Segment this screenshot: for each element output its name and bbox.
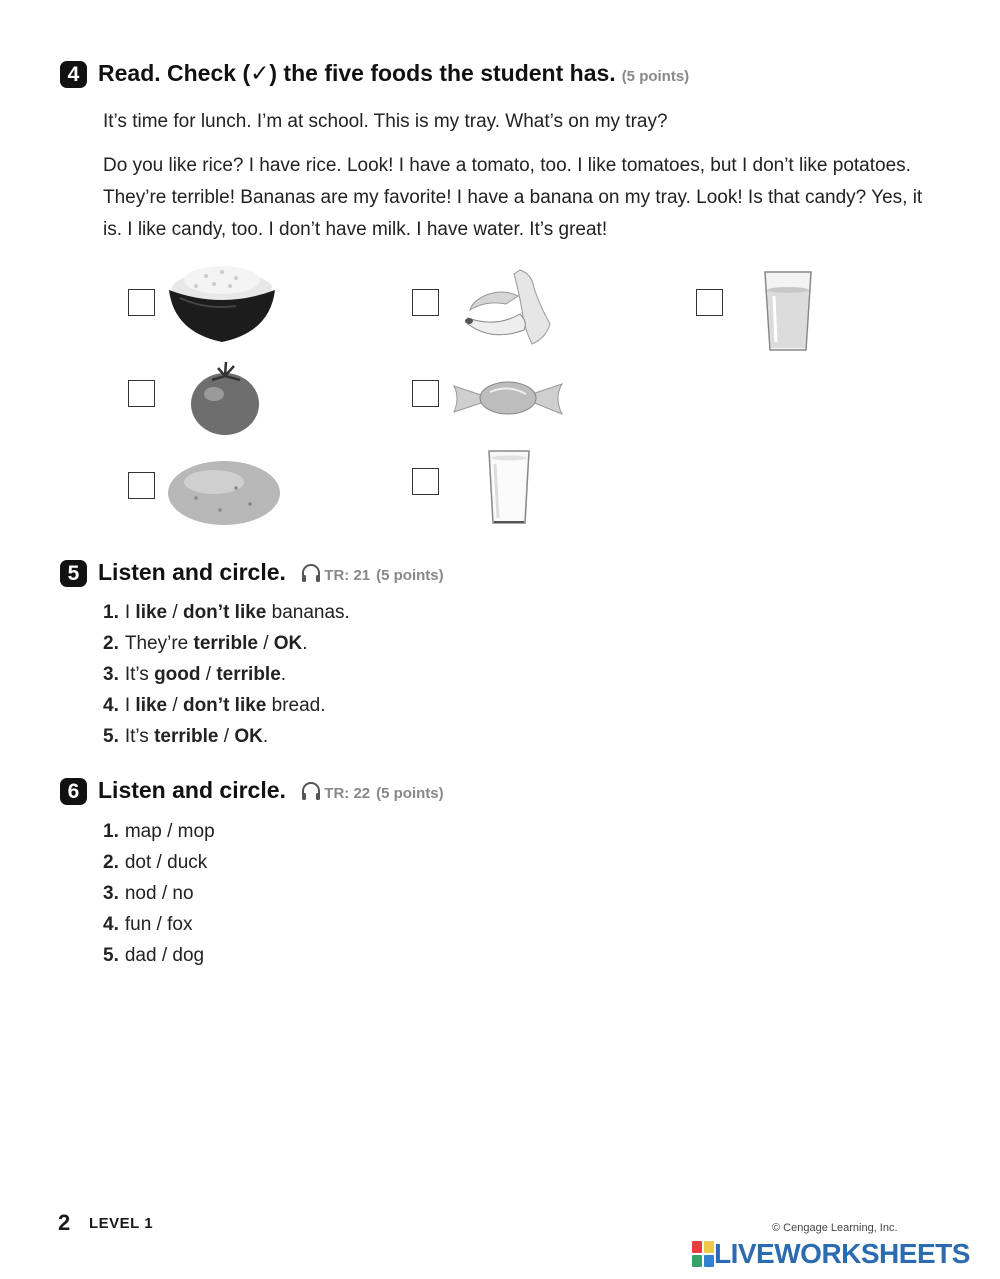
checkbox-rice[interactable] xyxy=(128,289,155,316)
liveworksheets-brand: LIVEWORKSHEETS xyxy=(714,1238,970,1269)
option-a[interactable]: good xyxy=(154,664,201,685)
checkbox-tomato[interactable] xyxy=(128,380,155,407)
banana-image xyxy=(462,266,554,346)
section-6-title: Listen and circle. TR: 22 (5 points) xyxy=(98,777,444,803)
option-a[interactable]: map xyxy=(124,821,162,842)
list-item: 1. I like / don’t like bananas. xyxy=(103,602,350,623)
option-b[interactable]: fox xyxy=(167,914,193,935)
candy-image xyxy=(450,376,566,420)
list-item: 3. It’s good / terrible. xyxy=(103,664,287,685)
section-6-track: TR: 22 xyxy=(324,785,371,802)
list-item: 1. map / mop xyxy=(103,821,215,842)
page-number: 2 xyxy=(58,1210,71,1235)
checkbox-banana[interactable] xyxy=(412,289,439,316)
section-5-track: TR: 21 xyxy=(324,567,371,584)
option-b[interactable]: OK xyxy=(234,726,263,747)
section-6-list xyxy=(103,816,215,971)
option-a[interactable]: like xyxy=(135,695,168,716)
water-glass-image xyxy=(762,268,814,354)
list-item: 5. dad / dog xyxy=(103,945,205,966)
milk-glass-image xyxy=(486,448,532,526)
list-item: 3. nod / no xyxy=(103,883,194,904)
checkbox-milk[interactable] xyxy=(412,468,439,495)
section-5-points: (5 points) xyxy=(376,567,444,584)
option-a[interactable]: fun xyxy=(124,914,152,935)
option-b[interactable]: don’t like xyxy=(182,695,267,716)
section-5-badge: 5 xyxy=(60,560,87,587)
list-item: 2. dot / duck xyxy=(103,852,208,873)
section-6-badge: 6 xyxy=(60,778,87,805)
option-b[interactable]: don’t like xyxy=(182,602,267,623)
section-4-title: Read. Check (✓) the five foods the student has. (5 points) xyxy=(98,60,690,86)
tomato-image xyxy=(188,360,262,438)
liveworksheets-logo xyxy=(692,1238,970,1270)
section-4-points: (5 points) xyxy=(621,68,690,85)
option-b[interactable]: terrible xyxy=(216,664,281,685)
section-4-paragraph-1: It’s time for lunch. I’m at school. This is my tray. What’s on my tray? xyxy=(103,111,668,132)
headphones-icon[interactable] xyxy=(300,780,322,802)
option-b[interactable]: OK xyxy=(273,633,303,654)
checkbox-candy[interactable] xyxy=(412,380,439,407)
option-b[interactable]: mop xyxy=(177,821,215,842)
section-5-list xyxy=(103,597,350,752)
option-a[interactable]: terrible xyxy=(193,633,258,654)
checkbox-water[interactable] xyxy=(696,289,723,316)
section-5-title: Listen and circle. TR: 21 (5 points) xyxy=(98,559,444,585)
option-a[interactable]: like xyxy=(135,602,168,623)
rice-bowl-image xyxy=(166,262,278,344)
option-b[interactable]: dog xyxy=(172,945,205,966)
option-b[interactable]: duck xyxy=(167,852,208,873)
liveworksheets-grid-icon xyxy=(692,1241,714,1267)
potato-image xyxy=(166,458,282,528)
section-4-paragraph-2: Do you like rice? I have rice. Look! I have a tomato, too. I like tomatoes, but I don’t like potatoes. They’re terrible! Bananas are my favorite! I have a banana on my tray. Look! Is that candy? Yes, it is. I like candy, too. I don’t have milk. I have water. It’s great! xyxy=(103,155,923,240)
checkbox-potato[interactable] xyxy=(128,472,155,499)
copyright: © Cengage Learning, Inc. xyxy=(772,1222,898,1234)
section-6-points: (5 points) xyxy=(376,785,444,802)
option-a[interactable]: dad xyxy=(124,945,157,966)
section-4-badge: 4 xyxy=(60,61,87,88)
level-label: LEVEL 1 xyxy=(89,1215,154,1232)
option-a[interactable]: dot xyxy=(124,852,152,873)
list-item: 2. They’re terrible / OK. xyxy=(103,633,308,654)
list-item: 5. It’s terrible / OK. xyxy=(103,726,269,747)
list-item: 4. fun / fox xyxy=(103,914,193,935)
option-a[interactable]: terrible xyxy=(154,726,219,747)
option-a[interactable]: nod xyxy=(124,883,157,904)
option-b[interactable]: no xyxy=(172,883,194,904)
headphones-icon[interactable] xyxy=(300,562,322,584)
list-item: 4. I like / don’t like bread. xyxy=(103,695,326,716)
